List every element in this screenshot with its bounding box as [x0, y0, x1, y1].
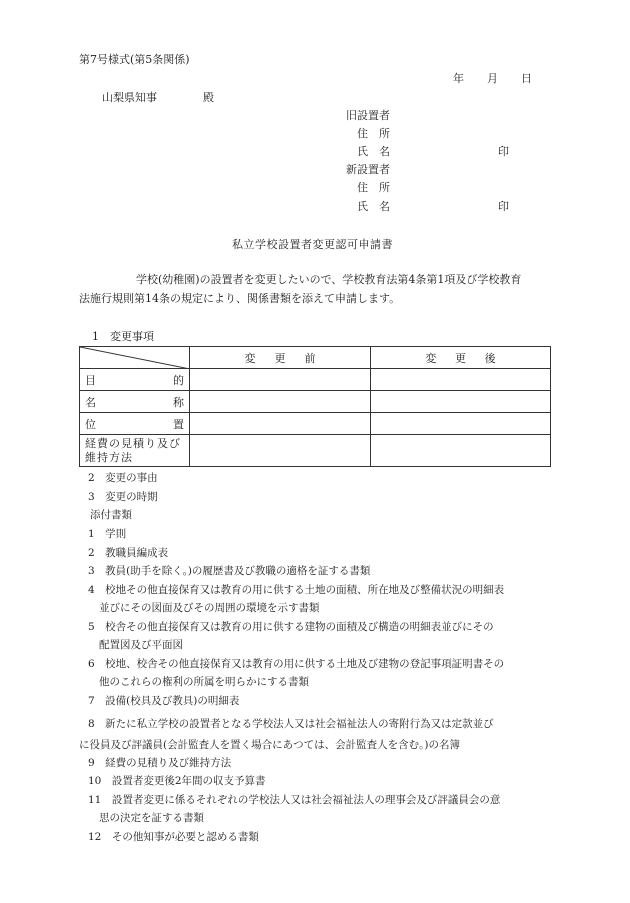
date-day-label: 日 — [521, 72, 532, 85]
attachment-1: 1 学則 — [88, 528, 127, 540]
location-after-cell[interactable] — [371, 413, 551, 435]
row-label-expenses-line-2: 維持方法 — [85, 450, 133, 464]
purpose-after-cell[interactable] — [371, 369, 551, 391]
row-label-name — [80, 391, 190, 413]
attachment-12: 12 その他知事が必要と認める書類 — [88, 831, 259, 843]
row-label-location-char-2: 置 — [173, 417, 184, 431]
header-before-char-3: 前 — [304, 351, 316, 365]
attachment-3: 3 教員(助手を除く。)の履歴書及び教職の適格を証する書類 — [88, 565, 371, 577]
attachment-11-line-1: 11 設置者変更に係るそれぞれの学校法人又は社会福祉法人の理事会及び評議員会の意 — [88, 794, 501, 806]
row-label-purpose-char-2: 的 — [173, 373, 184, 387]
header-after — [371, 347, 551, 369]
row-label-purpose-char-1: 目 — [85, 373, 96, 387]
location-before-cell[interactable] — [190, 413, 371, 435]
change-items-table — [79, 346, 551, 467]
row-label-name-char-2: 称 — [173, 395, 184, 409]
attachment-4-line-1: 4 校地その他直接保育又は教育の用に供する土地の面積、所在地及び整備状況の明細表 — [88, 584, 505, 596]
addressee-honorific: 殿 — [203, 91, 214, 104]
document-title: 私立学校設置者変更認可申請書 — [232, 238, 393, 251]
attachment-6-line-2: 他のこれらの権利の所属を明らかにする書類 — [99, 676, 309, 688]
row-label-location — [80, 413, 190, 435]
attachment-11-line-2: 思の決定を証する書類 — [99, 812, 204, 824]
attachments-title: 添付書類 — [90, 509, 132, 521]
row-label-location-char-1: 位 — [85, 417, 96, 431]
expenses-before-cell[interactable] — [190, 435, 371, 467]
section-1-heading: 1 変更事項 — [92, 330, 154, 343]
attachment-8-line-1: 8 新たに私立学校の設置者となる学校法人又は社会福祉法人の寄附行為又は定款並び — [88, 718, 494, 730]
row-label-name-char-1: 名 — [85, 395, 96, 409]
form-code: 第7号様式(第5条関係) — [79, 53, 190, 66]
table-row-name — [80, 391, 551, 413]
name-after-cell[interactable] — [371, 391, 551, 413]
new-name-label: 氏 名 — [357, 200, 390, 213]
attachment-5-line-1: 5 校舎その他直接保育又は教育の用に供する建物の面積及び構造の明細表並びにその — [88, 621, 494, 633]
attachment-4-line-2: 並びにその図面及びその周囲の環境を示す書類 — [99, 602, 320, 614]
row-label-expenses — [80, 435, 190, 467]
old-name-label: 氏 名 — [357, 145, 390, 158]
attachment-7: 7 設備(校具及び教具)の明細表 — [88, 695, 240, 707]
addressee-name: 山梨県知事 — [102, 91, 157, 104]
table-header-row — [80, 347, 551, 369]
attachment-6-line-1: 6 校地、校舎その他直接保育又は教育の用に供する土地及び建物の登記事項証明書その — [88, 658, 505, 670]
old-address-label: 住 所 — [357, 127, 390, 140]
header-before — [190, 347, 371, 369]
purpose-before-cell[interactable] — [190, 369, 371, 391]
body-line-2: 法施行規則第14条の規定により、関係書類を添えて申請します。 — [79, 292, 401, 305]
date-month-label: 月 — [487, 72, 498, 85]
body-line-1: 学校(幼稚園)の設置者を変更したいので、学校教育法第4条第1項及び学校教育 — [136, 273, 522, 286]
row-label-expenses-line-1: 経費の見積り及び — [85, 436, 181, 450]
table-row-location — [80, 413, 551, 435]
section-2-heading: 2 変更の事由 — [88, 472, 158, 484]
attachment-5-line-2: 配置図及び平面図 — [99, 639, 183, 651]
header-after-char-2: 更 — [454, 351, 466, 365]
date-year-label: 年 — [453, 72, 464, 85]
header-before-char-1: 変 — [244, 351, 256, 365]
expenses-after-cell[interactable] — [371, 435, 551, 467]
attachment-9: 9 経費の見積り及び維持方法 — [88, 757, 232, 769]
table-row-expenses — [80, 435, 551, 467]
section-3-heading: 3 変更の時期 — [88, 491, 158, 503]
new-establisher-label: 新設置者 — [346, 163, 390, 176]
old-establisher-label: 旧設置者 — [346, 109, 390, 122]
table-row-purpose — [80, 369, 551, 391]
header-after-char-1: 変 — [425, 351, 437, 365]
new-address-label: 住 所 — [357, 181, 390, 194]
diagonal-corner-cell — [80, 347, 190, 369]
attachment-10: 10 設置者変更後2年間の収支予算書 — [88, 775, 266, 787]
header-after-char-3: 後 — [484, 351, 496, 365]
header-before-char-2: 更 — [274, 351, 286, 365]
name-before-cell[interactable] — [190, 391, 371, 413]
new-seal-mark: 印 — [498, 200, 509, 213]
diagonal-line — [80, 347, 190, 369]
attachment-8-line-2: に役員及び評議員(会計監査人を置く場合にあつては、会計監査人を含む。)の名簿 — [79, 739, 460, 751]
old-seal-mark: 印 — [498, 145, 509, 158]
row-label-purpose — [80, 369, 190, 391]
attachment-2: 2 教職員編成表 — [88, 547, 169, 559]
